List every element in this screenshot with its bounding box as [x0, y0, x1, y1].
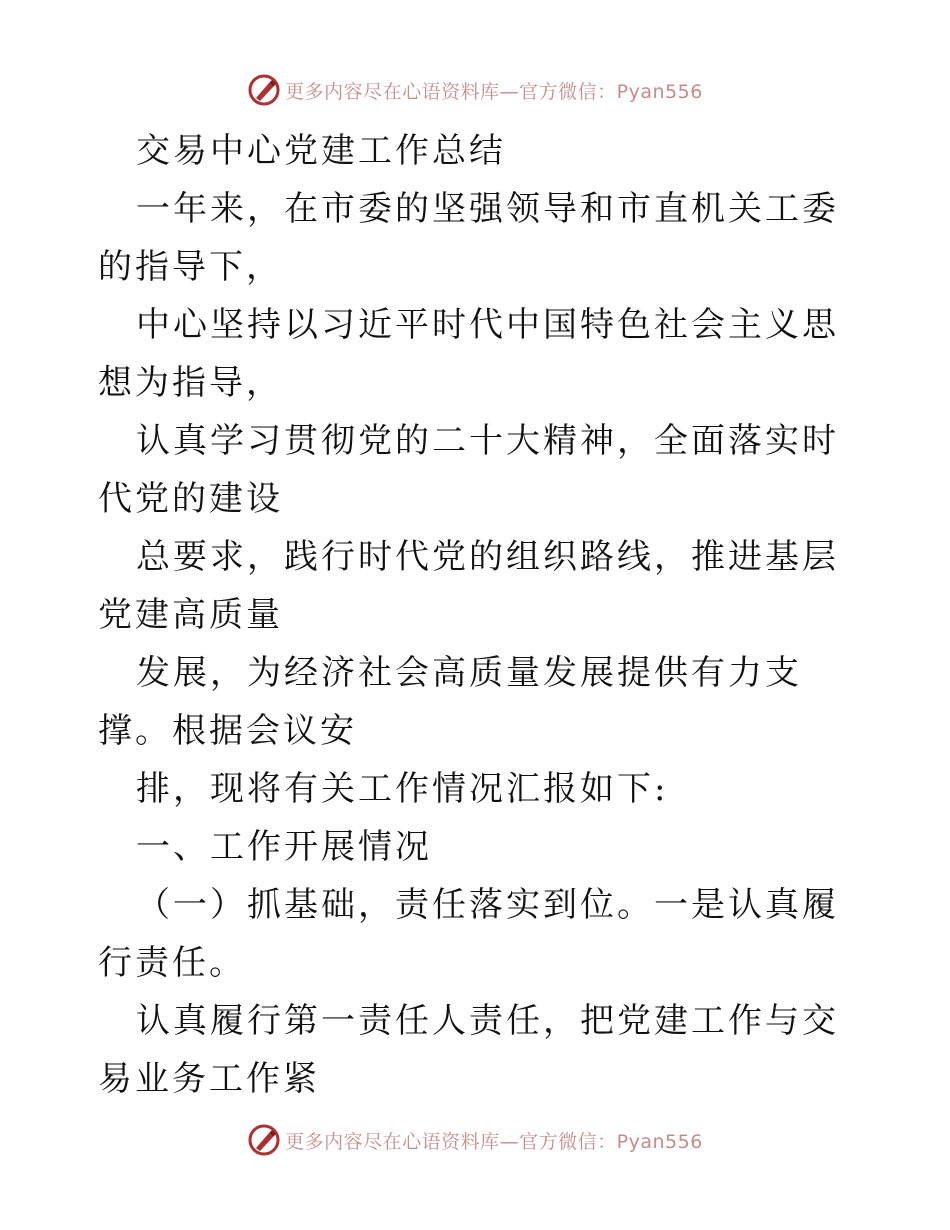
paragraph: 总要求，践行时代党的组织路线，推进基层党建高质量: [98, 537, 839, 635]
paragraph: 一年来，在市委的坚强领导和市直机关工委的指导下，: [98, 189, 839, 287]
paragraph: 发展，为经济社会高质量发展提供有力支撑。根据会议安: [98, 653, 802, 751]
doc-title: 交易中心党建工作总结: [136, 131, 506, 171]
document-body: [98, 122, 852, 1108]
watermark-banner-bottom: [0, 1118, 950, 1162]
paragraph: 排，现将有关工作情况汇报如下:: [136, 769, 669, 809]
pen-logo-icon: [247, 73, 281, 107]
paragraph: （一）抓基础，责任落实到位。一是认真履行责任。: [98, 885, 839, 983]
section-heading: 一、工作开展情况: [136, 827, 432, 867]
pen-logo-icon: [247, 1123, 281, 1157]
paragraph: 认真学习贯彻党的二十大精神，全面落实时代党的建设: [98, 421, 839, 519]
watermark-text: 更多内容尽在心语资料库—官方微信：Pyan556: [285, 80, 703, 103]
watermark-banner-top: [0, 68, 950, 112]
paragraph: 中心坚持以习近平时代中国特色社会主义思想为指导，: [98, 305, 839, 403]
watermark-text: 更多内容尽在心语资料库—官方微信：Pyan556: [285, 1130, 703, 1153]
paragraph: 认真履行第一责任人责任，把党建工作与交易业务工作紧: [98, 1001, 839, 1099]
